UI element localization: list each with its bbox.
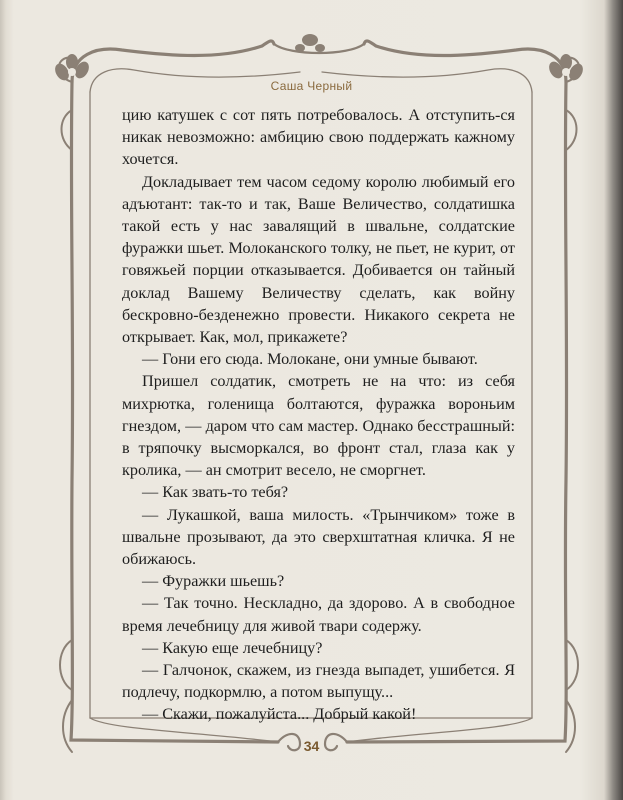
- paragraph: — Галчонок, скажем, из гнезда выпадет, ушибется. Я подлечу, подкормлю, а потом выпущу...: [122, 661, 515, 702]
- body-text: [122, 104, 515, 726]
- paragraph: Пришел солдатик, смотреть не на что: из себя михрютка, голенища болтаются, фуражка вороньим гнездом, — даром что сам мастер. Однако бесстрашный: в тряпочку высморкался, во фронт стал, глаза как у кролика, — ан смотрит весело, не сморгнет.: [122, 372, 515, 480]
- paragraph: — Какую еще лечебницу?: [142, 638, 323, 657]
- paragraph: цию катушек с сот пять потребовалось. А отступить-ся никак невозможно: амбицию свою поддержать кажному хочется.: [122, 106, 515, 169]
- paragraph: — Фуражки шьешь?: [142, 572, 285, 591]
- paragraph: — Лукашкой, ваша милость. «Трынчиком» тоже в швальне прозывают, да это сверхштатная кличка. Я не обижаюсь.: [122, 505, 515, 569]
- paragraph: — Скажи, пожалуйста... Добрый какой!: [142, 705, 417, 724]
- paragraph: Докладывает тем часом седому королю любимый его адъютант: так-то и так, Ваше Величество, солдатишка такой есть у нас завалящий в швальне, солдатские фуражки шьет. Молоканского толку, не пьет, не курит, от говяжьей порции отказывается. Добивается он тайный доклад Вашему Величеству сделать, как войну бескровно-безденежно провести. Никакого секрета не открывает. Как, мол, прикажете?: [122, 172, 515, 347]
- flower-ornament-top: [295, 34, 325, 52]
- running-header-author: Саша Черный: [270, 79, 353, 93]
- paragraph: — Как звать-то тебя?: [142, 483, 289, 502]
- paragraph: — Так точно. Нескладно, да здорово. А в свободное время лечебницу для живой твари содержу.: [122, 594, 515, 635]
- page-number: 34: [303, 738, 320, 754]
- paragraph: — Гони его сюда. Молокане, они умные бывают.: [142, 350, 478, 369]
